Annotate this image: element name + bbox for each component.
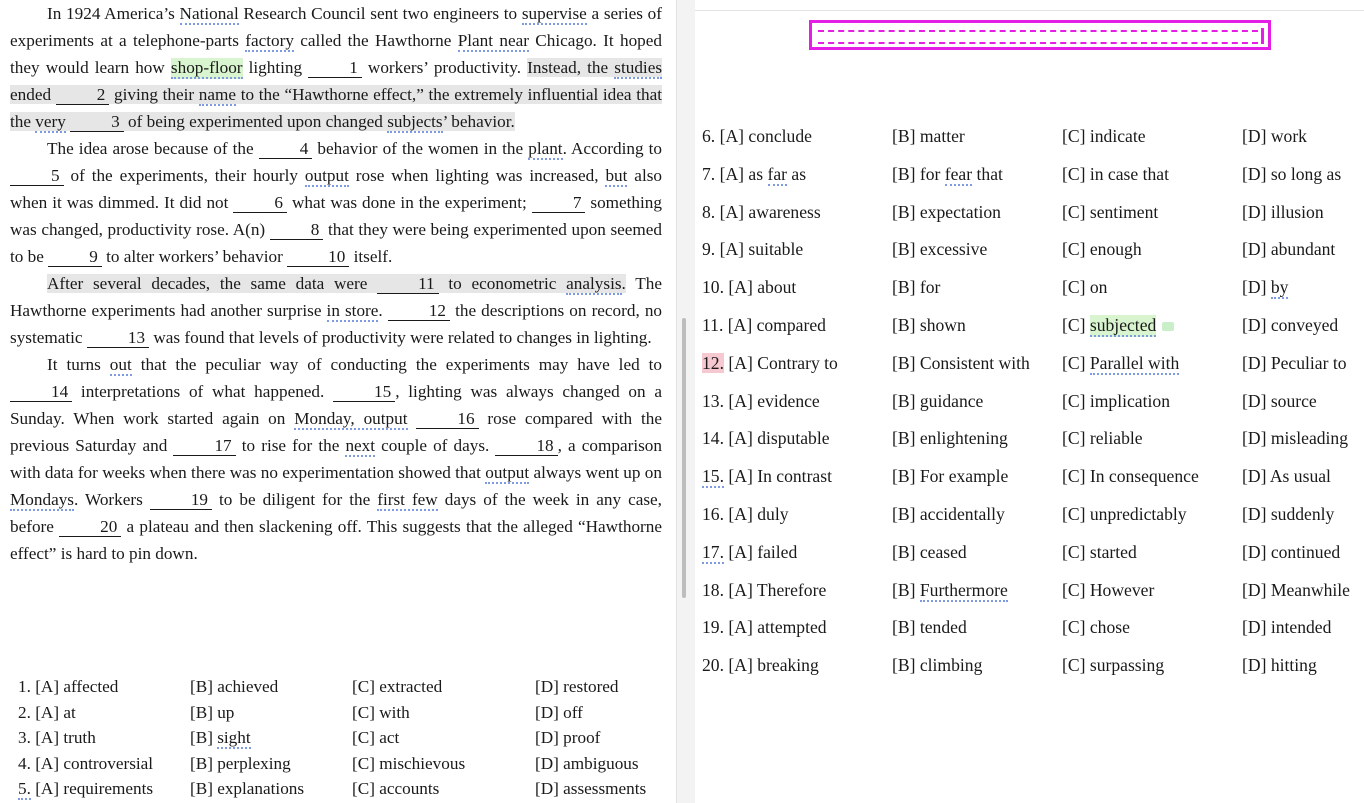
option-text: [A] attempted bbox=[728, 617, 827, 638]
option-16b[interactable]: [B] accidentally bbox=[892, 503, 1005, 524]
option-14b[interactable]: [B] enlightening bbox=[892, 428, 1008, 449]
option-9b[interactable]: [B] excessive bbox=[892, 239, 988, 260]
option-text: [A] conclude bbox=[719, 126, 812, 146]
blank-1[interactable]: 1 bbox=[308, 58, 362, 78]
text: lighting bbox=[242, 58, 309, 77]
text: that they were being experimented upon seemed to be bbox=[10, 220, 663, 266]
blank-10[interactable]: 10 bbox=[287, 247, 349, 267]
text: the descriptions on record, no systematic bbox=[10, 301, 663, 347]
question-number: 14. bbox=[702, 428, 724, 449]
blank-3[interactable]: 3 bbox=[70, 112, 124, 132]
option-13b[interactable]: [B] guidance bbox=[892, 390, 984, 411]
option-18a[interactable] bbox=[702, 572, 892, 610]
blank-14[interactable]: 14 bbox=[10, 382, 72, 402]
option-8d[interactable]: [D] illusion bbox=[1242, 201, 1324, 222]
right-page[interactable] bbox=[695, 0, 1364, 803]
option-text: [A] requirements bbox=[35, 779, 154, 799]
option-text: Furthermore bbox=[919, 579, 1008, 600]
text: studies bbox=[614, 58, 663, 77]
option-5b[interactable]: [B] explanations bbox=[190, 779, 305, 799]
text: to be diligent for the bbox=[212, 490, 378, 509]
option-text: [A] at bbox=[35, 702, 76, 722]
text: called the Hawthorne bbox=[293, 31, 458, 50]
text: to rise for the bbox=[235, 436, 346, 455]
option-5a[interactable] bbox=[18, 776, 190, 802]
options-list-1-5 bbox=[18, 674, 668, 802]
question-number: 2. bbox=[18, 702, 31, 722]
text: that the peculiar way of conducting the experiments may have led to bbox=[131, 355, 663, 374]
option-15d[interactable]: [D] As usual bbox=[1242, 466, 1331, 487]
annotation-box[interactable] bbox=[809, 20, 1271, 50]
option-row-18 bbox=[702, 572, 1364, 610]
option-4d[interactable]: [D] ambiguous bbox=[535, 753, 639, 773]
option-18d[interactable]: [D] Meanwhile bbox=[1242, 579, 1350, 600]
question-number: 9. bbox=[702, 239, 716, 260]
text: Monday, output bbox=[294, 409, 408, 428]
option-8a[interactable] bbox=[702, 194, 892, 232]
text: always went up on bbox=[529, 463, 662, 482]
option-5d[interactable]: [D] assessments bbox=[535, 779, 647, 799]
option-row-14 bbox=[702, 420, 1364, 458]
text: in store bbox=[326, 301, 379, 320]
option-text: fear bbox=[944, 163, 973, 184]
text: plant bbox=[528, 139, 563, 158]
text: to alter workers’ behavior bbox=[101, 247, 288, 266]
option-text: far bbox=[767, 163, 788, 184]
paragraph-1 bbox=[10, 0, 662, 135]
option-13d[interactable]: [D] source bbox=[1242, 390, 1317, 411]
question-number: 16. bbox=[702, 503, 724, 524]
option-1d[interactable]: [D] restored bbox=[535, 677, 619, 696]
option-row-13 bbox=[702, 383, 1364, 421]
option-6d[interactable]: [D] work bbox=[1242, 126, 1307, 146]
option-20a[interactable] bbox=[702, 647, 892, 685]
option-text: [A] about bbox=[728, 277, 797, 298]
option-4b[interactable]: [B] perplexing bbox=[190, 753, 291, 773]
paragraph-2 bbox=[10, 135, 662, 270]
highlighted-sentence[interactable] bbox=[47, 274, 626, 293]
option-14a[interactable] bbox=[702, 420, 892, 458]
text: Chicago. It hoped they would learn how bbox=[10, 31, 663, 77]
option-19b[interactable]: [B] tended bbox=[892, 617, 967, 638]
blank-19[interactable]: 19 bbox=[150, 490, 212, 510]
option-row-15 bbox=[702, 458, 1364, 496]
question-number: 17. bbox=[702, 541, 724, 562]
option-9c[interactable]: [C] enough bbox=[1062, 239, 1142, 260]
question-number: 6. bbox=[702, 126, 716, 146]
blank-6[interactable]: 6 bbox=[233, 193, 287, 213]
blank-7[interactable]: 7 bbox=[532, 193, 586, 213]
option-3d[interactable]: [D] proof bbox=[535, 728, 601, 748]
option-20d[interactable]: [D] hitting bbox=[1242, 655, 1317, 676]
option-19d[interactable]: [D] intended bbox=[1242, 617, 1332, 638]
option-2a[interactable] bbox=[18, 700, 190, 726]
blank-9[interactable]: 9 bbox=[48, 247, 102, 267]
option-14c[interactable]: [C] reliable bbox=[1062, 428, 1143, 449]
option-15b[interactable]: [B] For example bbox=[892, 466, 1009, 487]
question-number: 15. bbox=[702, 466, 724, 487]
option-row-11 bbox=[702, 307, 1364, 345]
option-text: [A] failed bbox=[728, 541, 798, 562]
option-11a[interactable] bbox=[702, 307, 892, 345]
option-17d[interactable]: [D] continued bbox=[1242, 541, 1341, 562]
option-row-16 bbox=[702, 496, 1364, 534]
option-16c[interactable]: [C] unpredictably bbox=[1062, 503, 1187, 524]
option-3b[interactable] bbox=[190, 725, 352, 751]
option-18c[interactable]: [C] However bbox=[1062, 579, 1155, 600]
option-17b[interactable]: [B] ceased bbox=[892, 541, 967, 562]
comment-icon[interactable] bbox=[1162, 322, 1174, 331]
option-text: [C] bbox=[1062, 314, 1090, 335]
question-number: 13. bbox=[702, 390, 724, 411]
option-9d[interactable]: [D] abundant bbox=[1242, 239, 1336, 260]
option-15a[interactable] bbox=[702, 458, 892, 496]
question-number: 3. bbox=[18, 728, 31, 748]
option-20c[interactable]: [C] surpassing bbox=[1062, 655, 1165, 676]
question-number: 18. bbox=[702, 579, 724, 600]
text: ended bbox=[10, 85, 56, 104]
question-number: 11. bbox=[702, 314, 724, 335]
text: next bbox=[345, 436, 376, 455]
text-cursor bbox=[1261, 28, 1264, 44]
paragraph-4 bbox=[10, 351, 662, 567]
blank-20[interactable]: 20 bbox=[59, 517, 121, 537]
option-row-17 bbox=[702, 534, 1364, 572]
text: National bbox=[179, 4, 239, 23]
option-17a[interactable] bbox=[702, 534, 892, 572]
option-1a[interactable] bbox=[18, 674, 190, 700]
option-text: [A] as bbox=[719, 163, 768, 184]
option-row-9 bbox=[702, 231, 1364, 269]
option-6b[interactable]: [B] matter bbox=[892, 126, 965, 146]
text: out bbox=[109, 355, 132, 374]
text: , lighting was always changed on a Sunday. When work started again on bbox=[10, 382, 662, 428]
text: . According to bbox=[562, 139, 662, 158]
text: of the experiments, their hourly bbox=[63, 166, 305, 185]
option-7b[interactable] bbox=[892, 156, 1062, 194]
option-row-6 bbox=[702, 118, 1364, 156]
text: behavior of the women in the bbox=[312, 139, 529, 158]
text: subjects bbox=[387, 112, 443, 131]
scrollbar-thumb[interactable] bbox=[682, 318, 686, 598]
option-4c[interactable]: [C] mischievous bbox=[352, 753, 466, 773]
text: to the “Hawthorne effect,” the extremely influential idea that the bbox=[10, 85, 662, 131]
blank-12[interactable]: 12 bbox=[388, 301, 450, 321]
option-row-5 bbox=[18, 776, 668, 802]
option-row-8 bbox=[702, 194, 1364, 232]
option-row-1 bbox=[18, 674, 668, 700]
text: name bbox=[198, 85, 237, 104]
text: first few bbox=[377, 490, 438, 509]
option-12a[interactable] bbox=[702, 345, 892, 383]
option-11c[interactable] bbox=[1062, 307, 1242, 345]
option-text: [A] compared bbox=[727, 314, 826, 335]
blank-16[interactable]: 16 bbox=[416, 409, 478, 429]
annotation-scribble bbox=[818, 30, 1258, 44]
option-10a[interactable] bbox=[702, 269, 892, 307]
option-10c[interactable]: [C] on bbox=[1062, 277, 1108, 298]
option-2c[interactable]: [C] with bbox=[352, 702, 410, 722]
option-4a[interactable] bbox=[18, 751, 190, 777]
option-text: [A] disputable bbox=[728, 428, 830, 449]
option-text: [A] breaking bbox=[728, 655, 819, 676]
question-number: 20. bbox=[702, 655, 724, 676]
options-list-6-20 bbox=[702, 118, 1364, 685]
option-row-3 bbox=[18, 725, 668, 751]
text: couple of days. bbox=[375, 436, 496, 455]
option-10b[interactable]: [B] for bbox=[892, 277, 941, 298]
option-19a[interactable] bbox=[702, 609, 892, 647]
option-5c[interactable]: [C] accounts bbox=[352, 779, 440, 799]
text: was found that levels of productivity were related to changes in lighting. bbox=[149, 328, 652, 347]
text: Plant near bbox=[457, 31, 529, 50]
option-7c[interactable]: [C] in case that bbox=[1062, 163, 1169, 184]
blank-11[interactable]: 11 bbox=[377, 274, 439, 294]
blank-8[interactable]: 8 bbox=[270, 220, 324, 240]
text: very bbox=[35, 112, 66, 131]
option-text: [A] suitable bbox=[719, 239, 804, 260]
text: itself. bbox=[349, 247, 393, 266]
text: . bbox=[621, 274, 626, 293]
option-text: [D] bbox=[1242, 277, 1271, 298]
option-text: Parallel with bbox=[1089, 352, 1180, 373]
blank-2[interactable]: 2 bbox=[56, 85, 110, 105]
question-number: 10. bbox=[702, 277, 724, 298]
option-text: [A] Therefore bbox=[728, 579, 827, 600]
question-number: 1. bbox=[18, 677, 31, 696]
option-12d[interactable]: [D] Peculiar to bbox=[1242, 352, 1347, 373]
blank-13[interactable]: 13 bbox=[87, 328, 149, 348]
text bbox=[408, 409, 417, 428]
text: a series of experiments at a telephone-parts bbox=[10, 4, 662, 50]
text: what was done in the experiment; bbox=[286, 193, 532, 212]
option-text: that bbox=[972, 163, 1003, 184]
option-row-2 bbox=[18, 700, 668, 726]
option-3a[interactable] bbox=[18, 725, 190, 751]
text: Mondays bbox=[10, 490, 74, 509]
text: days of the week in any case, before bbox=[10, 490, 662, 536]
option-text: [B] bbox=[190, 728, 218, 748]
text: workers’ productivity. bbox=[361, 58, 528, 77]
option-17c[interactable]: [C] started bbox=[1062, 541, 1137, 562]
option-9a[interactable] bbox=[702, 231, 892, 269]
blank-5[interactable]: 5 bbox=[10, 166, 64, 186]
text: , a comparison with data for weeks when there was no experimentation showed that bbox=[10, 436, 662, 482]
option-11b[interactable]: [B] shown bbox=[892, 314, 966, 335]
option-12b[interactable]: [B] Consistent with bbox=[892, 352, 1030, 373]
text: ’ behavior. bbox=[442, 112, 515, 131]
page-gutter bbox=[676, 0, 696, 803]
text: output bbox=[304, 166, 349, 185]
text: The idea arose because of the bbox=[47, 139, 259, 158]
text: something was changed, productivity rose. A(n) bbox=[10, 193, 662, 239]
text: Research Council sent two engineers to bbox=[238, 4, 522, 23]
option-text: [A] truth bbox=[35, 728, 96, 748]
option-6a[interactable] bbox=[702, 118, 892, 156]
text: In 1924 America’s bbox=[47, 4, 180, 23]
option-19c[interactable]: [C] chose bbox=[1062, 617, 1130, 638]
option-text: [A] affected bbox=[35, 677, 119, 696]
text: but bbox=[605, 166, 628, 185]
option-row-12 bbox=[702, 345, 1364, 383]
blank-15[interactable]: 15 bbox=[333, 382, 395, 402]
option-1c[interactable]: [C] extracted bbox=[352, 677, 443, 696]
option-text: [B] bbox=[892, 579, 920, 600]
blank-4[interactable]: 4 bbox=[259, 139, 313, 159]
option-text: [A] In contrast bbox=[728, 466, 832, 487]
option-13a[interactable] bbox=[702, 383, 892, 421]
question-number: 19. bbox=[702, 617, 724, 638]
text: Instead, the bbox=[527, 58, 615, 77]
text: giving their bbox=[109, 85, 199, 104]
text: analysis bbox=[566, 274, 622, 293]
question-number: 8. bbox=[702, 201, 716, 222]
option-13c[interactable]: [C] implication bbox=[1062, 390, 1170, 411]
left-page[interactable] bbox=[0, 0, 676, 803]
option-8b[interactable]: [B] expectation bbox=[892, 201, 1001, 222]
option-row-19 bbox=[702, 609, 1364, 647]
text: factory bbox=[245, 31, 294, 50]
option-text: [A] Contrary to bbox=[728, 352, 838, 373]
text: a plateau and then slackening off. This suggests that the alleged “Hawthorne effect” is hard to pin down. bbox=[10, 517, 662, 563]
text: rose compared with the previous Saturday and bbox=[10, 409, 662, 455]
highlighted-word[interactable]: shop-floor bbox=[170, 58, 243, 77]
option-16a[interactable] bbox=[702, 496, 892, 534]
option-text: [A] duly bbox=[728, 503, 789, 524]
option-row-7 bbox=[702, 156, 1364, 194]
option-2b[interactable]: [B] up bbox=[190, 702, 235, 722]
text: also when it was dimmed. It did not bbox=[10, 166, 662, 212]
option-text: sight bbox=[217, 728, 251, 748]
option-7d[interactable]: [D] so long as bbox=[1242, 163, 1342, 184]
option-2d[interactable]: [D] off bbox=[535, 702, 583, 722]
option-row-10 bbox=[702, 269, 1364, 307]
blank-17[interactable]: 17 bbox=[173, 436, 235, 456]
option-row-4 bbox=[18, 751, 668, 777]
option-7a[interactable] bbox=[702, 156, 892, 194]
option-text: [C] bbox=[1062, 352, 1090, 373]
option-1b[interactable]: [B] achieved bbox=[190, 677, 279, 696]
option-text: [A] awareness bbox=[719, 201, 821, 222]
text: output bbox=[485, 463, 530, 482]
option-text: [B] for bbox=[892, 163, 945, 184]
text: The Hawthorne experiments had another surprise bbox=[10, 274, 662, 320]
option-20b[interactable]: [B] climbing bbox=[892, 655, 983, 676]
text: of being experimented upon changed bbox=[123, 112, 388, 131]
cloze-passage bbox=[10, 0, 662, 567]
text: After several decades, the same data were bbox=[47, 274, 378, 293]
page-divider bbox=[695, 10, 1364, 11]
text: rose when lighting was increased, bbox=[348, 166, 606, 185]
text: to econometric bbox=[438, 274, 567, 293]
option-18b[interactable] bbox=[892, 572, 1062, 610]
option-6c[interactable]: [C] indicate bbox=[1062, 126, 1146, 146]
option-row-20 bbox=[702, 647, 1364, 685]
option-text: by bbox=[1270, 277, 1289, 298]
blank-18[interactable]: 18 bbox=[495, 436, 557, 456]
text: It turns bbox=[47, 355, 110, 374]
question-number: 7. bbox=[702, 163, 716, 184]
text: . Workers bbox=[73, 490, 150, 509]
option-text: [A] evidence bbox=[728, 390, 820, 411]
text: supervise bbox=[521, 4, 587, 23]
option-12c[interactable] bbox=[1062, 345, 1242, 383]
paragraph-3 bbox=[10, 270, 662, 351]
question-number: 5. bbox=[18, 779, 31, 799]
text: interpretations of what happened. bbox=[72, 382, 334, 401]
option-8c[interactable]: [C] sentiment bbox=[1062, 201, 1159, 222]
option-16d[interactable]: [D] suddenly bbox=[1242, 503, 1335, 524]
option-10d[interactable] bbox=[1242, 269, 1364, 307]
question-number-highlighted[interactable]: 12. bbox=[702, 352, 724, 373]
option-3c[interactable]: [C] act bbox=[352, 728, 400, 748]
option-14d[interactable]: [D] misleading bbox=[1242, 428, 1349, 449]
text: . bbox=[378, 301, 388, 320]
option-text: [A] controversial bbox=[35, 753, 154, 773]
highlighted-word[interactable]: subjected bbox=[1089, 314, 1157, 335]
question-number: 4. bbox=[18, 753, 31, 773]
option-11d[interactable]: [D] conveyed bbox=[1242, 314, 1339, 335]
option-15c[interactable]: [C] In consequence bbox=[1062, 466, 1199, 487]
option-text: as bbox=[787, 163, 807, 184]
